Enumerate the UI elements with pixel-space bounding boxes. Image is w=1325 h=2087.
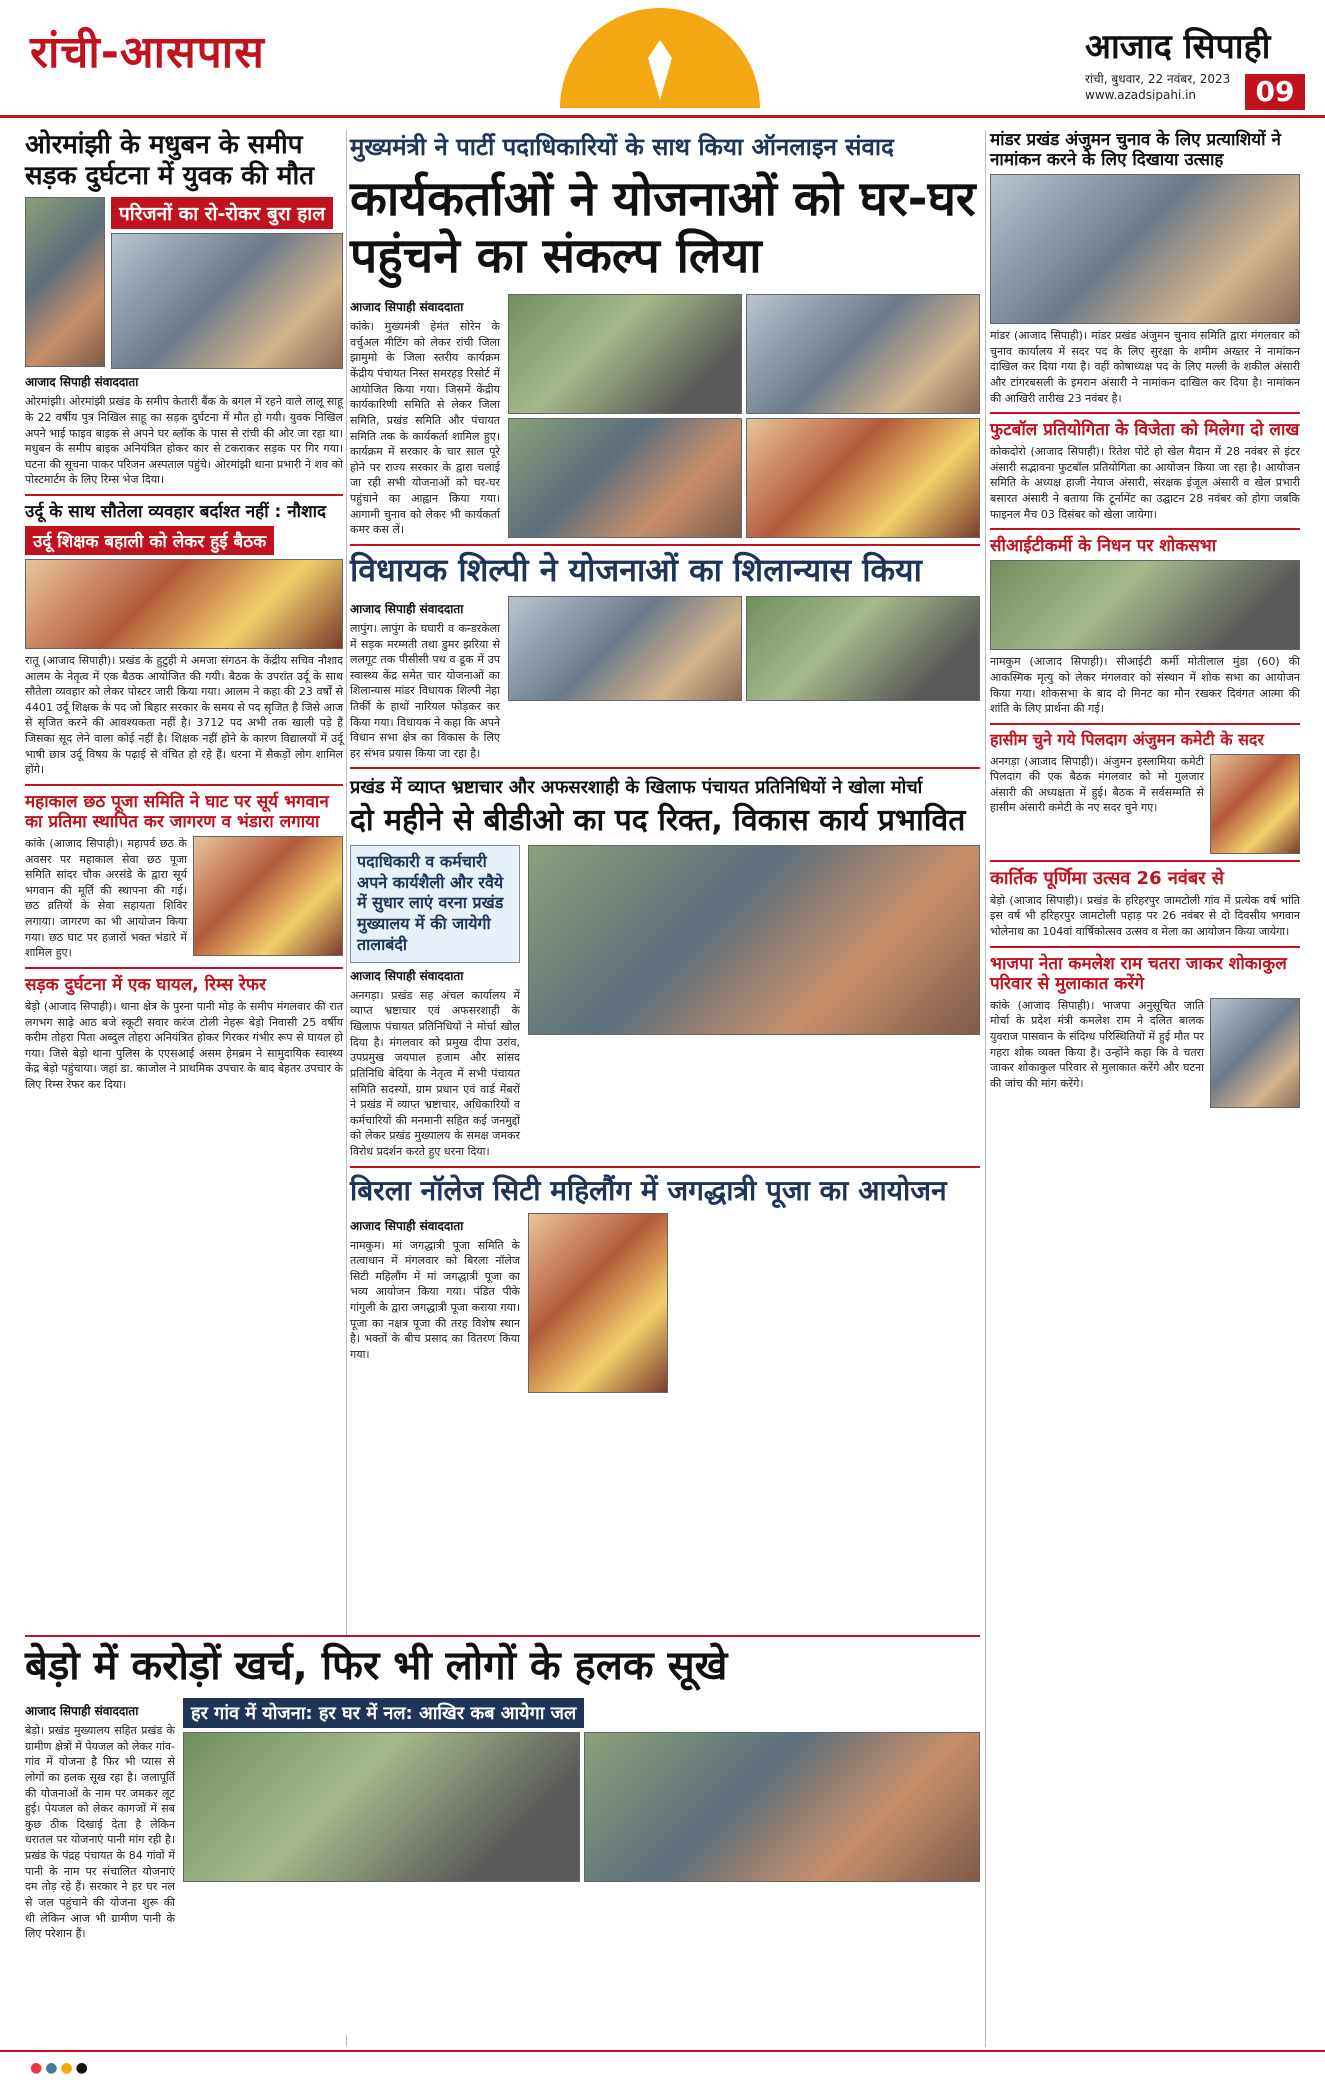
article-headline: हासीम चुने गये पिलदाग अंजुमन कमेटी के सदर (990, 729, 1264, 749)
byline: आजाद सिपाही संवाददाता (350, 602, 464, 616)
divider (350, 544, 980, 546)
article-body: अनगड़ा। प्रखंड सह अंचल कार्यालय में व्याप्त भ्रष्टाचार एवं अफसरशाही के खिलाफ पंचायत प्रतिनिधियों ने मोर्चा खोल दिया है। मंगलवार को प्रमुख दीपा उरांव, उपप्रमुख जयपाल हजाम और सांसद प्रतिनिधि बेदिया के नेतृत्व में सभी पंचायत समिति सदस्यों, ग्राम प्रधान एवं वार्ड मेंबरों ने प्रखंड में व्याप्त भ्रष्टाचार, अधिकारियों व कर्मचारियों की मनमानी सहित कई जनमुद्दों को लेकर प्रखंड मुख्यालय के समक्ष जमकर विरोध प्रदर्शन करते हुए धरना दिया। (350, 988, 520, 1158)
divider (990, 860, 1300, 862)
right-column (990, 130, 1300, 2047)
article-tag: उर्दू शिक्षक बहाली को लेकर हुई बैठक (25, 526, 274, 555)
article-kicker: हर गांव में योजना: हर घर में नल: आखिर कब आयेगा जल (183, 1698, 584, 1728)
article-photo (508, 294, 742, 414)
article-body: ओरमांझी। ओरमांझी प्रखंड के समीप केतारी बैंक के बगल में रहने वाले लालू साहू के 22 वर्षीय पुत्र निखिल साहू का सड़क दुर्घटना में मौत हो गयी। युवक निखिल अपने भाई फाइव बाइक से अपने घर ब्लॉक के पास से रांची की ओर जा रहा था। मधुबन के समीप बाइक अनियंत्रित होकर कार से टकराकर सड़क पर गिर गया। घटना की सूचना पाकर परिजन अस्पताल पहुंचे। ओरमांझी थाना प्रभारी ने शव को पोस्टमार्टम के लिए रिम्स भेज दिया। (25, 395, 343, 487)
newspaper-brand: आजाद सिपाही (1085, 27, 1271, 67)
article-photo (990, 560, 1300, 650)
article-body: कांके। मुख्यमंत्री हेमंत सोरेन के वर्चुअल मीटिंग को लेकर रांची जिला झामुमो के जिला स्तरीय कार्यक्रम केंद्रीय पंचायत निस्त समरहड़ रिसोर्ट में आयोजित किया गया। जिसमें केंद्रीय कार्यकारिणी समिति से लेकर जिला समिति, प्रखंड समिति और पंचायत समिति तक के कार्यकर्ता शामिल हुए। कार्यक्रम में सरकार के चार साल पूरे होने पर राज्य सरकार के द्वारा चलाई जा रही सभी योजनाओं को घर-घर पहुंचाने का आह्वान किया गया। आगामी चुनाव को लेकर भी कार्यकर्ता कमर कस लें। (350, 320, 500, 537)
article-photo (25, 559, 343, 649)
article-headline: महाकाल छठ पूजा समिति ने घाट पर सूर्य भगवान का प्रतिमा स्थापित कर जागरण व भंडारा लगाया (25, 791, 329, 832)
article-body: कांके (आजाद सिपाही)। महापर्व छठ के अवसर पर महाकाल सेवा छठ पूजा समिति सांदर चौक अरसंडे के द्वारा सूर्य भगवान की मूर्ति की स्थापना की गई। छठ व्रतियों के सेवा सहायता शिविर लगाया। जागरण का भी आयोजन किया गया। छठ घाट पर हजारों भक्त भंडारे में शामिल हुए। (25, 837, 187, 960)
article-headline: फुटबॉल प्रतियोगिता के विजेता को मिलेगा दो लाख (990, 420, 1300, 441)
article-body: अनगड़ा (आजाद सिपाही)। अंजुमन इस्लामिया कमेटी पिलदाग की एक बैठक मंगलवार को मो गुलजार अंसारी की अध्यक्षता में हुई। बैठक में सर्वसम्मति से हासीम अंसारी कमेटी के नए सदर चुने गए। (990, 754, 1204, 815)
article-headline: बिरला नॉलेज सिटी महिलौंग में जगद्धात्री पूजा का आयोजन (350, 1173, 947, 1207)
divider (990, 412, 1300, 414)
divider (350, 767, 980, 769)
article-body: रातू (आजाद सिपाही)। प्रखंड के हुटुही मे अमजा संगठन के केंद्रीय सचिव नौशाद आलम के नेतृत्व में एक बैठक आयोजित की गयी। बैठक के उपरांत उर्दू के साथ सौतेला व्यवहार को लेकर पोस्टर जारी किया गया। आलम ने कहा की 23 वर्षों से 4401 उर्दू शिक्षक के पद जो बिहार सरकार के समय से पद सृजित है जिसे आज से सृजित करने की आवश्यकता नहीं है। 3712 पद अभी तक खाली पड़े हैं जिसका सूद लेने वाला कोई नहीं है। शिक्षक नहीं होने के कारण विद्यालयों में उर्दू भाषी छात्र उर्दू विषय के पढ़ाई से वंचित हो रहे हैं। धरना में सैकड़ों लोग शामिल होंगे। (25, 654, 343, 777)
byline: आजाद सिपाही संवाददाता (350, 968, 464, 983)
article-headline: ओरमांझी के मधुबन के समीप सड़क दुर्घटना में युवक की मौत (25, 130, 315, 191)
article-body: बेड़ो (आजाद सिपाही)। थाना क्षेत्र के पुरना पानी मोड़ के समीप मंगलवार की रात लगभग साढ़े आठ बजे स्कूटी सवार करंज टोली नेहरू बेड़ो निवासी 25 वर्षीय करीम तोहरा पिता अब्दुल तोहरा अनियंत्रित होकर गिरकर गंभीर रूप से घायल हो गया। जिसे बेड़ो थाना पुलिस के एएसआई असम हेमब्रम ने सामुदायिक स्वास्थ्य केंद्र बेड़ो पहुंचाया। जहां डा. काजोल ने प्राथमिक उपचार के बाद बेहतर उपचार के लिए रिम्स रेफर कर दिया। (25, 999, 343, 1091)
deity-photo (528, 1213, 668, 1393)
article-body: कोकदोरो (आजाद सिपाही)। रितेश पोटे हो खेल मैदान में 28 नवंबर से इंटर अंसारी सद्भावना फुटबॉल प्रतियोगिता का आयोजन किया जा रहा है। आयोजन समिति के अध्यक्ष हाजी नेयाज अंसारी, संरक्षक इंजूल अंसारी व खेल प्रभारी बसारत अंसारी ने बताया कि टूर्नामेंट का उद्घाटन 28 नवंबर को होगा जबकि फाइनल मैच 03 दिसंबर को खेला जायेगा। (990, 445, 1300, 521)
article-body: नामकुम (आजाद सिपाही)। सीआईटी कर्मी मोतीलाल मुंडा (60) की आकस्मिक मृत्यु को लेकर मंगलवार को संस्थान में शोक सभा का आयोजन किया गया। शोकसभा के बाद दो मिनट का मौन रखकर दिवंगत आत्मा की शांति के लिए प्रार्थना की गई। (990, 655, 1300, 716)
byline: आजाद सिपाही संवाददाता (25, 1704, 139, 1719)
article-headline: बेड़ो में करोड़ों खर्च, फिर भी लोगों के हलक सूखे (25, 1643, 728, 1689)
article-body: नामकुम। मां जगद्धात्री पूजा समिति के तत्वाधान में मंगलवार को बिरला नॉलेज सिटी महिलौंग में मां जगद्धात्री पूजा का भव्य आयोजन किया गया। पंडित पीके गांगुली के द्वारा जगद्धात्री पूजा कराया गया। पूजा का नक्षत्र पूजा की तरह विशेष स्थान है। भक्तों के बीच प्रसाद का वितरण किया गया। (350, 1238, 520, 1361)
lead-headline: कार्यकर्ताओं ने योजनाओं को घर-घर पहुंचने का संकल्प लिया (350, 171, 976, 284)
print-registration-dots-icon: ●●●● (30, 2060, 91, 2076)
article-kicker: प्रखंड में व्याप्त भ्रष्टाचार और अफसरशाही के खिलाफ पंचायत प्रतिनिधियों ने खोला मोर्चा (350, 777, 923, 799)
article-photo (990, 174, 1300, 324)
bottom-story (25, 1635, 980, 2035)
article-photo (111, 233, 343, 369)
article-photo (746, 596, 980, 701)
article-body: लापुंग। लापुंग के घघारी व कन्डरकेला में सड़क मरम्मती तथा डुमर झरिया से ललगूट तक पीसीसी पथ व डूक में उप स्वास्थ्य केंद्र समेत चार योजनाओं का शिलान्यास मांडर विधायक शिल्पी नेहा तिर्की के हाथों नारियल फोड़कर कर किया गया। विधायक ने कहा कि अपने विधान सभा क्षेत्र का विकास के लिए हर संभव प्रयास किया जा रहा है। (350, 622, 500, 760)
article-headline: उर्दू के साथ सौतेला व्यवहार बर्दाश्त नहीं : नौशाद (25, 502, 327, 522)
footer-bar (0, 2050, 1325, 2087)
article-headline: सीआईटीकर्मी के निधन पर शोकसभा (990, 536, 1217, 557)
divider (350, 1166, 980, 1168)
portrait-photo (1210, 998, 1300, 1108)
article-headline: दो महीने से बीडीओ का पद रिक्त, विकास कार्य प्रभावित (350, 803, 966, 839)
article-body: बेड़ो (आजाद सिपाही)। प्रखंड के हरिहरपुर जामटोली गांव में प्रत्येक वर्ष भांति इस वर्ष भी हरिहरपुर जामटोली पहाड़ पर 26 नवंबर से दो दिवसीय भगवान भोलेनाथ का 104वां वार्षिकोत्सव उत्सव व मेला का आयोजन किया जायेगा। (990, 893, 1300, 939)
article-headline: मांडर प्रखंड अंजुमन चुनाव के लिए प्रत्याशियों ने नामांकन करने के लिए दिखाया उत्साह (990, 130, 1281, 171)
article-headline: भाजपा नेता कमलेश राम चतरा जाकर शोकाकुल परिवार से मुलाकात करेंगे (990, 953, 1287, 994)
divider (990, 946, 1300, 948)
byline: आजाद सिपाही संवाददाता (350, 1218, 464, 1233)
article-headline: कार्तिक पूर्णिमा उत्सव 26 नवंबर से (990, 867, 1224, 889)
section-title: रांची-आसपास (30, 27, 265, 78)
article-photo (528, 845, 980, 1035)
article-headline: सड़क दुर्घटना में एक घायल, रिम्स रेफर (25, 974, 266, 995)
article-headline: विधायक शिल्पी ने योजनाओं का शिलान्यास किया (350, 551, 922, 590)
article-body: मांडर (आजाद सिपाही)। मांडर प्रखंड अंजुमन चुनाव समिति द्वारा मंगलवार को चुनाव कार्यालय में सदर पद के लिए सुरक्षा के शमीम अख्तर ने नामांकन दाखिल कर दिया गया है। वहीं कोषाध्यक्ष पद के लिए मल्ली के शकील अंसारी और टांगरबसली के इमरान अंसारी ने नामांकन दाखिल कर दिया है। नामांकन की आखिरी तारीख 23 नवंबर है। (990, 329, 1300, 405)
article-photo (746, 294, 980, 414)
divider (25, 494, 343, 496)
highlight-box: पदाधिकारी व कर्मचारी अपने कार्यशैली और रवैये में सुधार लाएं वरना प्रखंड मुख्यालय में की जायेगी तालाबंदी (350, 845, 520, 963)
portrait-photo (1210, 754, 1300, 854)
article-body: कांके (आजाद सिपाही)। भाजपा अनुसूचित जाति मोर्चा के प्रदेश मंत्री कमलेश राम ने दलित बालक युवराज पासवान के संदिग्ध परिस्थितियों में हुई मौत पर गहरा शोक व्यक्त किया है। उन्होंने कहा कि वे चतरा जाकर शोकाकुल परिवार से मुलाकात करेंगे और घटना की जांच की मांग करेंगे। (990, 998, 1204, 1090)
article-photo (25, 197, 105, 367)
article-photo (508, 596, 742, 701)
article-tag: परिजनों का रो-रोकर बुरा हाल (111, 197, 333, 229)
divider (25, 784, 343, 786)
article-kicker: मुख्यमंत्री ने पार्टी पदाधिकारियों के साथ किया ऑनलाइन संवाद (350, 133, 894, 161)
article-photo (584, 1732, 981, 1882)
website-url[interactable]: www.azadsipahi.in (1085, 88, 1197, 102)
article-photo (183, 1732, 580, 1882)
byline: आजाद सिपाही संवाददाता (25, 375, 139, 390)
divider (990, 723, 1300, 725)
divider (25, 967, 343, 969)
divider (990, 528, 1300, 530)
article-photo (746, 418, 980, 538)
dateline: रांची, बुधवार, 22 नवंबर, 2023 (1085, 72, 1231, 86)
column-divider (985, 130, 986, 2047)
byline: आजाद सिपाही संवाददाता (350, 300, 464, 315)
page-number: 09 (1245, 74, 1305, 110)
article-photo (508, 418, 742, 538)
article-body: बेड़ो। प्रखंड मुख्यालय सहित प्रखंड के ग्रामीण क्षेत्रों में पेयजल को लेकर गांव-गांव में योजना है फिर भी प्यास से लोगों का हलक सूख रहा है। जलापूर्ति की योजनाओं के नाम पर जमकर लूट हुई। पेयजल को लेकर कागजों में सब कुछ ठीक दिखाई देता है लेकिन धरातल पर योजनाएं पानी मांग रही है। प्रखंड के पंद्रह पंचायत के 84 गांवों में पानी के नाम पर संचालित योजनाएं दम तोड़ रहे हैं। सरकार ने हर घर नल से जल पहुंचाने की योजना शुरू की थी लेकिन आज भी ग्रामीण पानी के लिए परेशान हैं। (25, 1724, 175, 1941)
article-photo (193, 836, 343, 956)
